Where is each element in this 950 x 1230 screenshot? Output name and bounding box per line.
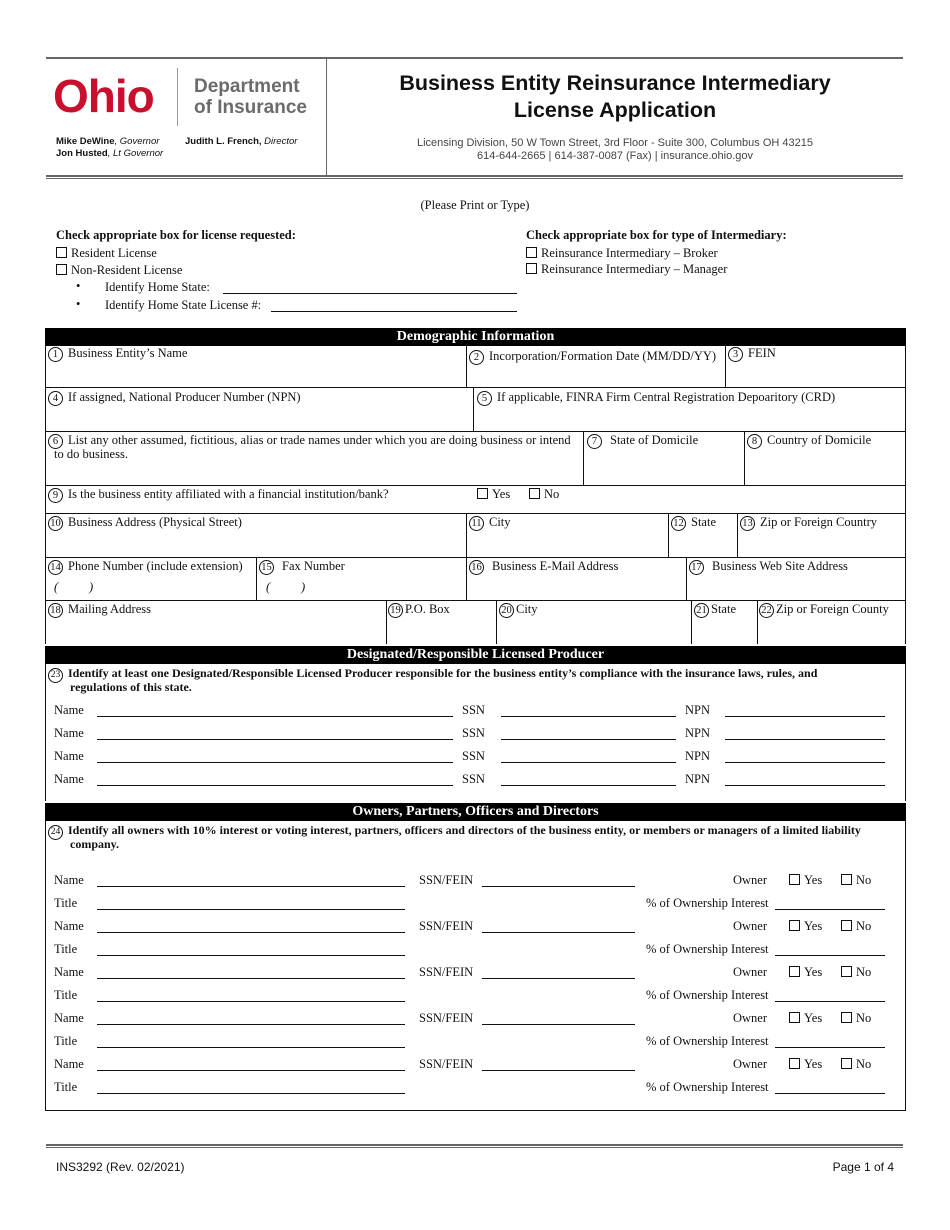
field-number: 20 <box>499 603 514 618</box>
field-number: 5 <box>477 391 492 406</box>
page-number: Page 1 of 4 <box>832 1160 894 1174</box>
owner-title-input[interactable] <box>97 1001 405 1002</box>
ownership-interest-input[interactable] <box>775 1047 885 1048</box>
ownership-interest-input[interactable] <box>775 1001 885 1002</box>
field-label: City <box>516 602 538 616</box>
broker-label: Reinsurance Intermediary – Broker <box>541 246 718 260</box>
owner-name-input[interactable] <box>97 886 405 887</box>
nonresident-option[interactable] <box>56 263 182 278</box>
owner-ssn-label: SSN/FEIN <box>419 1057 474 1071</box>
owner-no-label: No <box>856 873 872 887</box>
demo-col-line <box>466 557 467 600</box>
owner-ssn-input[interactable] <box>482 978 635 979</box>
owners-frame <box>45 821 906 1111</box>
producer-heading: Designated/Responsible Licensed Producer <box>45 646 906 664</box>
field-number: 18 <box>48 603 63 618</box>
producer-ssn-label: SSN <box>462 772 485 786</box>
owners-instruction <box>48 823 861 840</box>
field-label: Incorporation/Formation Date (MM/DD/YY) <box>489 349 717 363</box>
lt-governor-title: , Lt Governor <box>107 148 164 159</box>
demo-col-line <box>691 600 692 644</box>
producer-npn-label: NPN <box>685 772 711 786</box>
governor-line <box>56 136 159 147</box>
owner-ssn-input[interactable] <box>482 886 635 887</box>
field-affiliated-bank <box>48 487 389 503</box>
owner-yes-option[interactable] <box>789 919 822 934</box>
phone-paren-close: ) <box>89 580 94 594</box>
demo-col-line <box>256 557 257 600</box>
field-label: Fax Number <box>282 559 345 573</box>
director-line <box>185 136 297 147</box>
owner-yes-label: Yes <box>804 1011 823 1025</box>
department-name-line2: of Insurance <box>194 97 307 118</box>
field-number: 14 <box>48 560 63 575</box>
fax-paren-open: ( <box>266 580 271 594</box>
ownership-interest-input[interactable] <box>775 955 885 956</box>
owner-title-input[interactable] <box>97 1093 405 1094</box>
field-state-of-domicile[interactable] <box>587 433 698 449</box>
owner-name-label: Name <box>54 1057 84 1071</box>
owner-ssn-label: SSN/FEIN <box>419 919 474 933</box>
producer-name-label: Name <box>54 726 84 740</box>
nonresident-label: Non-Resident License <box>71 263 183 277</box>
owner-title-label: Title <box>54 988 78 1002</box>
field-phone[interactable] <box>48 559 243 575</box>
footer-rule-thin <box>46 1147 903 1148</box>
demo-row-line <box>45 557 906 558</box>
field-number: 8 <box>747 434 762 449</box>
owner-no-checkbox[interactable] <box>841 920 852 931</box>
owner-no-option[interactable] <box>841 1057 871 1072</box>
field-number: 6 <box>48 434 63 449</box>
owner-title-label: Title <box>54 1080 78 1094</box>
field-label: List any other assumed, fictitious, alias or trade names under which you are doing business or intend <box>68 433 571 447</box>
demo-col-line <box>668 513 669 557</box>
owner-yes-label: Yes <box>804 965 823 979</box>
field-fax[interactable] <box>259 559 345 575</box>
owner-title-label: Title <box>54 1034 78 1048</box>
owner-yes-option[interactable] <box>789 873 822 888</box>
owner-ssn-input[interactable] <box>482 1070 635 1071</box>
field-label: State <box>691 515 716 529</box>
field-label: FEIN <box>748 346 776 360</box>
lt-governor-line <box>56 148 163 159</box>
field-number: 1 <box>48 347 63 362</box>
owner-no-checkbox[interactable] <box>841 966 852 977</box>
owner-no-option[interactable] <box>841 919 871 934</box>
demographic-heading: Demographic Information <box>45 328 906 346</box>
field-mailing-state[interactable] <box>694 602 736 618</box>
producer-npn-label: NPN <box>685 726 711 740</box>
field-number: 24 <box>48 825 63 840</box>
demo-col-line <box>686 557 687 600</box>
owner-yes-checkbox[interactable] <box>789 1058 800 1069</box>
field-number: 21 <box>694 603 709 618</box>
address-line1: Licensing Division, 50 W Town Street, 3rd Floor - Suite 300, Columbus OH 43215 <box>417 137 813 149</box>
owner-ssn-label: SSN/FEIN <box>419 965 474 979</box>
field-email[interactable] <box>469 559 618 575</box>
header-bottom-rule-thin <box>46 178 903 179</box>
owner-name-input[interactable] <box>97 1024 405 1025</box>
field-number: 13 <box>740 516 755 531</box>
demo-col-line <box>737 513 738 557</box>
header-bottom-rule <box>46 175 903 177</box>
header-divider <box>326 58 327 175</box>
owner-yes-option[interactable] <box>789 965 822 980</box>
owner-name-label: Name <box>54 1011 84 1025</box>
home-state-license-label: Identify Home State License #: <box>105 298 262 312</box>
demo-col-line <box>473 387 474 431</box>
top-rule <box>46 57 903 59</box>
field-number: 4 <box>48 391 63 406</box>
form-title-line2: License Application <box>513 98 717 122</box>
demo-col-line <box>744 431 745 485</box>
field-label: Business Address (Physical Street) <box>68 515 242 529</box>
form-title-line1: Business Entity Reinsurance Intermediary <box>399 71 831 95</box>
producer-name-input[interactable] <box>97 716 453 717</box>
owner-title-input[interactable] <box>97 955 405 956</box>
home-state-license-input[interactable] <box>271 311 517 312</box>
ownership-interest-label: % of Ownership Interest <box>646 988 769 1002</box>
owner-name-input[interactable] <box>97 978 405 979</box>
field-npn[interactable] <box>48 390 301 406</box>
producer-instruction-cont: regulations of this state. <box>70 680 192 694</box>
producer-name-input[interactable] <box>97 762 453 763</box>
owner-no-label: No <box>856 965 872 979</box>
owner-title-label: Title <box>54 942 78 956</box>
field-number: 10 <box>48 516 63 531</box>
ownership-interest-label: % of Ownership Interest <box>646 1034 769 1048</box>
affiliated-no-option[interactable] <box>529 487 559 502</box>
field-number: 22 <box>759 603 774 618</box>
demo-col-line <box>583 431 584 485</box>
resident-checkbox[interactable] <box>56 247 67 258</box>
producer-npn-input[interactable] <box>725 716 885 717</box>
owner-yes-option[interactable] <box>789 1011 822 1026</box>
owner-yes-option[interactable] <box>789 1057 822 1072</box>
demo-col-line <box>725 346 726 387</box>
owner-no-option[interactable] <box>841 965 871 980</box>
owner-ssn-input[interactable] <box>482 932 635 933</box>
field-label: P.O. Box <box>405 602 450 616</box>
manager-checkbox[interactable] <box>526 263 537 274</box>
field-number: 3 <box>728 347 743 362</box>
producer-name-input[interactable] <box>97 739 453 740</box>
ownership-interest-label: % of Ownership Interest <box>646 942 769 956</box>
field-mailing-city[interactable] <box>499 602 538 618</box>
home-license-bullet: • <box>76 297 81 311</box>
broker-option[interactable] <box>526 246 718 261</box>
affiliated-yes-option[interactable] <box>477 487 510 502</box>
producer-ssn-input[interactable] <box>501 739 676 740</box>
affiliated-yes-checkbox[interactable] <box>477 488 488 499</box>
field-number: 7 <box>587 434 602 449</box>
owner-yes-checkbox[interactable] <box>789 966 800 977</box>
producer-instruction-line1: Identify at least one Designated/Responsible Licensed Producer responsible for the business entity’s compliance with the insurance laws, rules, and <box>68 666 818 680</box>
field-number: 2 <box>469 350 484 365</box>
owner-yes-label: Yes <box>804 873 823 887</box>
owner-yes-label: Yes <box>804 919 823 933</box>
field-label: City <box>489 515 511 529</box>
owner-flag-label: Owner <box>733 965 768 979</box>
owner-name-input[interactable] <box>97 1070 405 1071</box>
owner-no-checkbox[interactable] <box>841 1058 852 1069</box>
field-number: 12 <box>671 516 686 531</box>
broker-checkbox[interactable] <box>526 247 537 258</box>
owner-name-label: Name <box>54 873 84 887</box>
ownership-interest-input[interactable] <box>775 1093 885 1094</box>
field-number: 17 <box>689 560 704 575</box>
manager-option[interactable] <box>526 262 727 277</box>
demo-col-line <box>466 346 467 387</box>
director-title: Director <box>261 136 298 147</box>
field-state[interactable] <box>671 515 716 531</box>
owner-name-input[interactable] <box>97 932 405 933</box>
owner-title-label: Title <box>54 896 78 910</box>
owner-no-label: No <box>856 1011 872 1025</box>
owners-heading: Owners, Partners, Officers and Directors <box>45 803 906 821</box>
owner-yes-checkbox[interactable] <box>789 874 800 885</box>
field-mailing-zip[interactable] <box>759 602 889 618</box>
field-number: 9 <box>48 488 63 503</box>
producer-name-label: Name <box>54 749 84 763</box>
owner-no-checkbox[interactable] <box>841 874 852 885</box>
field-label: State <box>711 602 736 616</box>
field-number: 11 <box>469 516 484 531</box>
owner-flag-label: Owner <box>733 873 768 887</box>
demo-col-line <box>496 600 497 644</box>
owner-no-label: No <box>856 1057 872 1071</box>
owner-yes-checkbox[interactable] <box>789 1012 800 1023</box>
address-line2: 614-644-2665 | 614-387-0087 (Fax) | insurance.ohio.gov <box>476 150 753 162</box>
ownership-interest-input[interactable] <box>775 909 885 910</box>
field-label: Phone Number (include extension) <box>68 559 243 573</box>
field-city[interactable] <box>469 515 511 531</box>
form-number: INS3292 (Rev. 02/2021) <box>56 1160 185 1174</box>
owner-flag-label: Owner <box>733 919 768 933</box>
field-zip[interactable] <box>740 515 877 531</box>
field-number: 19 <box>388 603 403 618</box>
field-label: Zip or Foreign County <box>776 602 889 616</box>
owners-instruction-line1: Identify all owners with 10% interest or voting interest, partners, officers and directors of the business entity, or members or managers of a limited liability <box>68 823 861 837</box>
owner-ssn-input[interactable] <box>482 1024 635 1025</box>
footer-rule <box>46 1144 903 1146</box>
field-label: If assigned, National Producer Number (NPN) <box>68 390 301 404</box>
field-label: Zip or Foreign Country <box>760 515 878 529</box>
producer-ssn-input[interactable] <box>501 785 676 786</box>
owner-flag-label: Owner <box>733 1011 768 1025</box>
ownership-interest-label: % of Ownership Interest <box>646 1080 769 1094</box>
ohio-logo: Ohio <box>53 70 154 122</box>
field-business-entity-name[interactable] <box>48 346 187 362</box>
resident-option[interactable] <box>56 246 157 261</box>
producer-npn-input[interactable] <box>725 762 885 763</box>
home-state-bullet: • <box>76 279 81 293</box>
demo-col-line <box>386 600 387 644</box>
demo-row-line <box>45 513 906 514</box>
producer-name-label: Name <box>54 703 84 717</box>
demo-row-line <box>45 600 906 601</box>
manager-label: Reinsurance Intermediary – Manager <box>541 262 728 276</box>
field-other-names-cont: to do business. <box>54 447 128 461</box>
demo-col-line <box>757 600 758 644</box>
field-website[interactable] <box>689 559 848 575</box>
field-incorporation-date[interactable] <box>469 346 716 365</box>
producer-name-label: Name <box>54 772 84 786</box>
field-label: If applicable, FINRA Firm Central Registration Depoaritory (CRD) <box>497 390 836 404</box>
field-mailing-address[interactable] <box>48 602 151 618</box>
producer-ssn-label: SSN <box>462 749 485 763</box>
nonresident-checkbox[interactable] <box>56 264 67 275</box>
intermediary-heading: Check appropriate box for type of Intermediary: <box>526 228 787 242</box>
owner-ssn-label: SSN/FEIN <box>419 873 474 887</box>
affiliated-no-label: No <box>544 487 560 501</box>
home-state-label: Identify Home State: <box>105 280 210 294</box>
field-fein[interactable] <box>728 346 776 362</box>
owner-title-input[interactable] <box>97 1047 405 1048</box>
demo-row-line <box>45 431 906 432</box>
producer-npn-input[interactable] <box>725 785 885 786</box>
owners-instruction-cont: company. <box>70 837 120 851</box>
governor-title: , Governor <box>114 136 160 147</box>
producer-npn-label: NPN <box>685 703 711 717</box>
owner-no-option[interactable] <box>841 1011 871 1026</box>
governor-name: Mike DeWine <box>56 136 115 147</box>
demo-col-line <box>466 513 467 557</box>
producer-ssn-input[interactable] <box>501 716 676 717</box>
field-label: Business Entity’s Name <box>68 346 188 360</box>
producer-ssn-label: SSN <box>462 726 485 740</box>
affiliated-yes-label: Yes <box>492 487 511 501</box>
producer-npn-label: NPN <box>685 749 711 763</box>
director-name: Judith L. French, <box>185 136 262 147</box>
phone-paren-open: ( <box>54 580 59 594</box>
field-crd[interactable] <box>477 390 835 406</box>
department-name-line1: Department <box>194 76 300 97</box>
owner-no-option[interactable] <box>841 873 871 888</box>
field-label: State of Domicile <box>610 433 699 447</box>
lt-governor-name: Jon Husted <box>56 148 108 159</box>
field-label: Business E-Mail Address <box>492 559 619 573</box>
fax-paren-close: ) <box>301 580 306 594</box>
owner-flag-label: Owner <box>733 1057 768 1071</box>
resident-label: Resident License <box>71 246 157 260</box>
field-number: 23 <box>48 668 63 683</box>
home-state-input[interactable] <box>223 293 517 294</box>
field-number: 16 <box>469 560 484 575</box>
owner-name-label: Name <box>54 919 84 933</box>
logo-divider <box>177 68 178 126</box>
license-heading: Check appropriate box for license requested: <box>56 228 296 242</box>
field-label: Is the business entity affiliated with a financial institution/bank? <box>68 487 389 501</box>
owner-no-label: No <box>856 919 872 933</box>
producer-name-input[interactable] <box>97 785 453 786</box>
owner-yes-checkbox[interactable] <box>789 920 800 931</box>
owner-no-checkbox[interactable] <box>841 1012 852 1023</box>
demo-row-line <box>45 387 906 388</box>
owner-yes-label: Yes <box>804 1057 823 1071</box>
owner-title-input[interactable] <box>97 909 405 910</box>
field-label: Country of Domicile <box>767 433 872 447</box>
field-number: 15 <box>259 560 274 575</box>
owner-name-label: Name <box>54 965 84 979</box>
affiliated-no-checkbox[interactable] <box>529 488 540 499</box>
field-business-address[interactable] <box>48 515 242 531</box>
field-label: Mailing Address <box>68 602 151 616</box>
field-po-box[interactable] <box>388 602 450 618</box>
print-note: (Please Print or Type) <box>420 198 530 212</box>
producer-npn-input[interactable] <box>725 739 885 740</box>
producer-ssn-input[interactable] <box>501 762 676 763</box>
field-country-of-domicile[interactable] <box>747 433 871 449</box>
demo-row-line <box>45 485 906 486</box>
owner-ssn-label: SSN/FEIN <box>419 1011 474 1025</box>
field-label: Business Web Site Address <box>712 559 848 573</box>
ownership-interest-label: % of Ownership Interest <box>646 896 769 910</box>
producer-ssn-label: SSN <box>462 703 485 717</box>
